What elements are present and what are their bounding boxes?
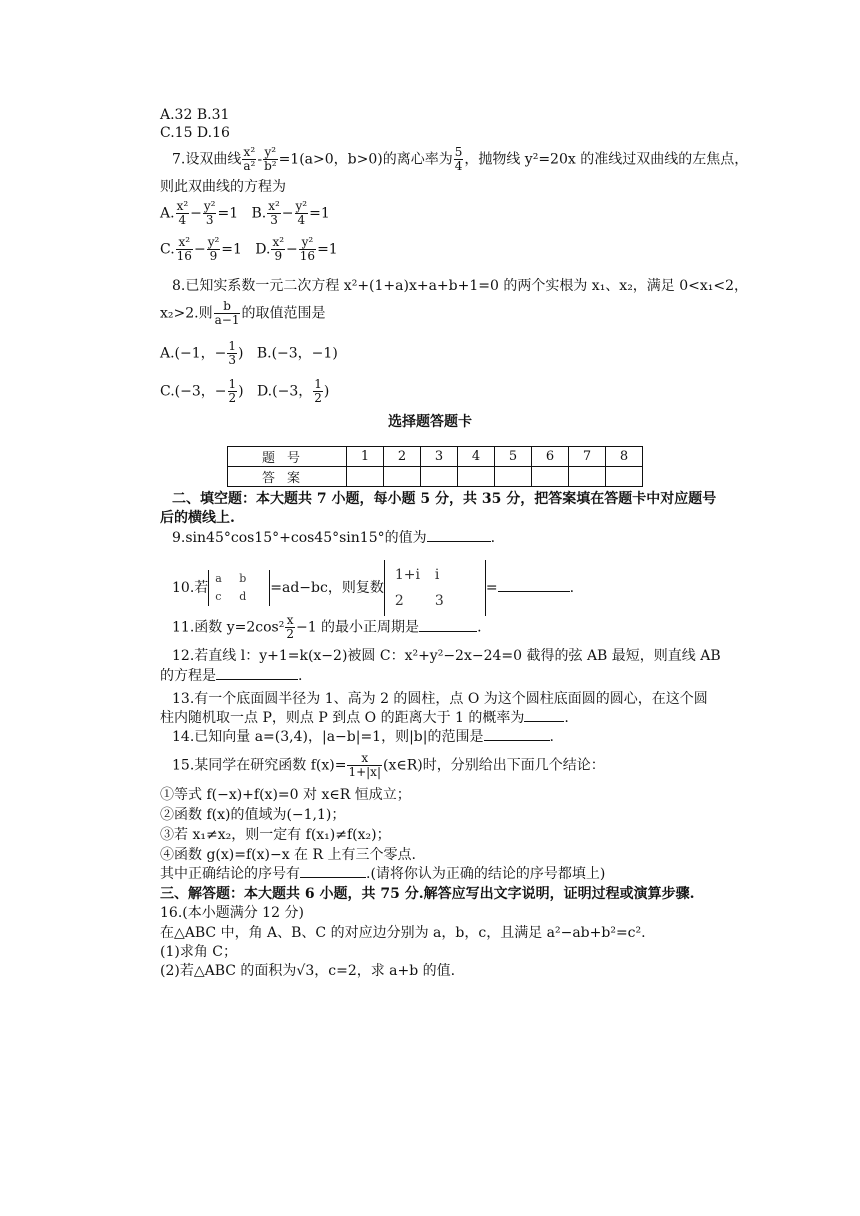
- q8-options-cd: C.(−3，− $\frac{1}{2}$ ) D.(−3， $\frac{1}{2}$ ): [160, 377, 330, 405]
- q16-head: 16.(本小题满分 12 分): [160, 905, 304, 921]
- q15-conclusion-3: ③若 x₁≠x₂，则一定有 f(x₁)≠f(x₂)；: [160, 827, 391, 843]
- answer-card-number-row: [228, 447, 643, 467]
- section2-heading-line2: 后的横线上.: [160, 510, 235, 526]
- q12-line2: 的方程是 .: [160, 668, 303, 684]
- q15-conclusion-1: ①等式 f(−x)+f(x)=0 对 x∈R 恒成立；: [160, 787, 411, 803]
- answer-cell[interactable]: [347, 467, 384, 487]
- q14: 14.已知向量 a=(3,4)，|a−b|=1，则|b|的范围是 .: [172, 729, 554, 745]
- q6-options-line2: C.15 D.16: [160, 125, 230, 141]
- answer-card-number: 8: [606, 447, 643, 467]
- answer-card-number: 6: [532, 447, 569, 467]
- q7-options-cd: C. $\frac{\text{x²}}{16}$ − $\frac{\text{y²}}{9}$ =1 D. $\frac{\text{x²}}{9}$ − $\frac{\text{y²}}{16}$ =1: [160, 235, 338, 263]
- q16-part2: (2)若△ABC 的面积为√3，c=2，求 a+b 的值.: [160, 963, 456, 979]
- answer-card-title: 选择题答题卡: [388, 414, 472, 430]
- answer-cell[interactable]: [458, 467, 495, 487]
- q15-answer-line: 其中正确结论的序号有 .(请将你认为正确的结论的序号都填上): [160, 866, 606, 882]
- answer-card-number: 7: [569, 447, 606, 467]
- q8-line2: x₂>2.则 $\frac{b}{a-1}$ 的取值范围是: [160, 299, 326, 327]
- q8-options-ab: A.(−1，− $\frac{1}{3}$ ) B.(−3，−1): [160, 339, 338, 367]
- question-number-label: 题号: [228, 447, 347, 467]
- determinant-complex: 1+i i 2 3: [384, 560, 486, 616]
- q16-statement: 在△ABC 中，角 A、B、C 的对应边分别为 a，b，c，且满足 a²−ab+b²=c².: [160, 925, 646, 941]
- section3-heading: 三、解答题：本大题共 6 小题，共 75 分.解答应写出文字说明，证明过程或演算步骤.: [160, 886, 695, 902]
- answer-card-number: 3: [421, 447, 458, 467]
- section2-heading-line1: 二、填空题：本大题共 7 小题，每小题 5 分，共 35 分，把答案填在答题卡中对应题号: [172, 491, 717, 507]
- q13-line2: 柱内随机取一点 P，则点 P 到点 O 的距离大于 1 的概率为 .: [160, 710, 569, 726]
- q6-options-line1: A.32 B.31: [160, 107, 230, 123]
- q15-stem: 15.某同学在研究函数 f(x)= $\frac{x}{1+|x|}$ (x∈R)时，分别给出下面几个结论：: [172, 751, 605, 779]
- q9: 9.sin45°cos15°+cos45°sin15°的值为 .: [172, 530, 496, 546]
- q13-line1: 13.有一个底面圆半径为 1、高为 2 的圆柱，点 O 为这个圆柱底面圆的圆心，在这个圆: [172, 691, 708, 707]
- q10: 10.若a b c d=ad−bc，则复数1+i i 2 3= .: [172, 560, 574, 616]
- q8-line1: 8.已知实系数一元二次方程 x²+(1+a)x+a+b+1=0 的两个实根为 x₁、x₂，满足 0<x₁<2，: [172, 278, 749, 294]
- answer-cell[interactable]: [495, 467, 532, 487]
- answer-cell[interactable]: [606, 467, 643, 487]
- q12-line1: 12.若直线 l：y+1=k(x−2)被圆 C：x²+y²−2x−24=0 截得的弦 AB 最短，则直线 AB: [172, 648, 721, 664]
- q7-options-ab: A. $\frac{\text{x²}}{4}$ − $\frac{\text{y²}}{3}$ =1 B. $\frac{\text{x²}}{3}$ − $\frac{\text{y²}}{4}$ =1: [160, 199, 330, 227]
- q11: 11.函数 y=2cos² $\frac{x}{2}$ −1 的最小正周期是 .: [172, 613, 482, 641]
- answer-cell[interactable]: [421, 467, 458, 487]
- answer-card-number: 4: [458, 447, 495, 467]
- answer-label: 答案: [228, 467, 347, 487]
- q7-line1: 7.设双曲线 $\frac{\text{x²}}{\text{a²}}$ - $\frac{\text{y²}}{\text{b²}}$ =1(a>0，b>0)的离心率为 $\frac{5}{4}$ ，抛物线 y²=20x 的准线过双曲线的左焦点，: [172, 145, 749, 173]
- answer-card-number: 5: [495, 447, 532, 467]
- determinant-general: a b c d: [208, 570, 270, 606]
- answer-card-table: [227, 446, 643, 487]
- q7-line2: 则此双曲线的方程为: [160, 179, 286, 195]
- q15-conclusion-4: ④函数 g(x)=f(x)−x 在 R 上有三个零点.: [160, 847, 416, 863]
- answer-card-number: 2: [384, 447, 421, 467]
- answer-cell[interactable]: [532, 467, 569, 487]
- q16-part1: (1)求角 C；: [160, 944, 237, 960]
- answer-card-number: 1: [347, 447, 384, 467]
- q15-conclusion-2: ②函数 f(x)的值域为(−1,1)；: [160, 807, 346, 823]
- answer-card-answer-row: [228, 467, 643, 487]
- answer-cell[interactable]: [384, 467, 421, 487]
- answer-cell[interactable]: [569, 467, 606, 487]
